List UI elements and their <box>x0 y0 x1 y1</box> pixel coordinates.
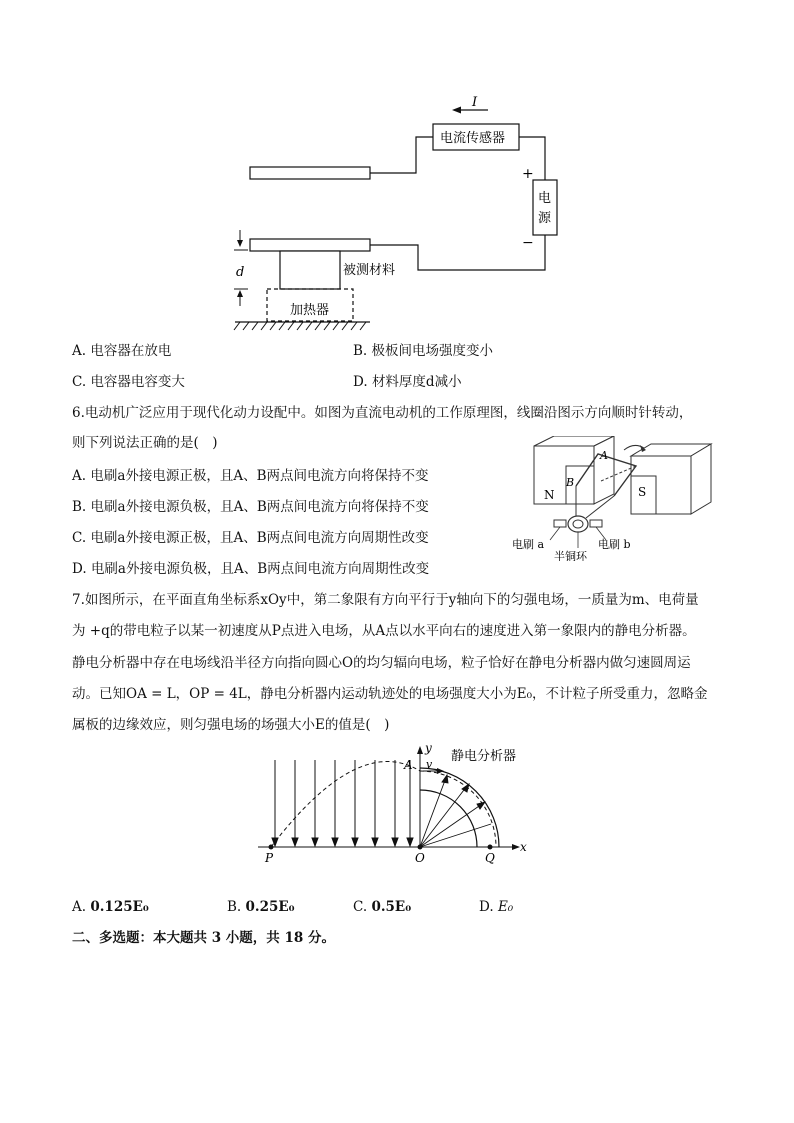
option-text: 电容器在放电 <box>90 343 172 359</box>
material-label: 被测材料 <box>343 263 396 278</box>
brush-a-block <box>554 520 566 527</box>
q5-option-a <box>72 341 171 361</box>
q5-circuit-figure <box>230 90 570 335</box>
half-ring-label: 半铜环 <box>554 550 587 561</box>
q6-option-b <box>72 497 429 517</box>
point-a-label: A <box>600 449 608 462</box>
section-2-heading: 二、多选题：本大题共 3 小题，共 18 分。 <box>72 930 335 946</box>
source-label-2: 源 <box>538 211 552 226</box>
q7-stem-line-5: 属板的边缘效应，则匀强电场的场强大小E的值是( ) <box>72 717 390 733</box>
option-text: 0.5E₀ <box>371 899 412 915</box>
q7-option-d <box>479 897 513 917</box>
option-letter: D. <box>479 899 494 915</box>
point-p-label: P <box>265 851 274 865</box>
d-label: d <box>236 265 245 280</box>
option-letter: B. <box>227 899 242 915</box>
point-o-label: O <box>415 851 425 865</box>
n-pole-label: N <box>544 488 555 502</box>
x-axis-label: x <box>520 840 527 854</box>
option-text: 材料厚度d减小 <box>371 374 462 390</box>
option-letter: A. <box>72 343 87 359</box>
power-source-box <box>533 180 557 235</box>
analyzer-title: 静电分析器 <box>451 749 517 764</box>
heater-label: 加热器 <box>290 303 330 318</box>
q6-stem-line-2: 则下列说法正确的是( ) <box>72 435 218 451</box>
trajectory-parabola <box>271 762 420 848</box>
option-text: 极板间电场强度变小 <box>371 343 494 359</box>
q7-option-b <box>227 897 295 917</box>
top-plate <box>250 167 370 179</box>
option-letter: B. <box>353 343 368 359</box>
half-copper-ring <box>568 516 588 532</box>
q6-option-a <box>72 466 429 486</box>
analyzer-inner-arc <box>420 790 477 847</box>
point-q-label: Q <box>485 851 495 865</box>
option-text: 电刷a外接电源正极，且A、B两点间电流方向周期性改变 <box>90 530 429 546</box>
option-text: 0.25E₀ <box>245 899 295 915</box>
brush-b-label: 电刷 b <box>598 538 631 551</box>
option-text: E₀ <box>497 899 514 915</box>
option-letter: D. <box>72 561 87 577</box>
option-text: 电刷a外接电源负极，且A、B两点间电流方向周期性改变 <box>90 561 430 577</box>
plus-sign: + <box>522 166 534 182</box>
q7-stem-line-1: 7.如图所示，在平面直角坐标系xOy中，第二象限有方向平行于y轴向下的匀强电场，一质量为m、电荷量 <box>72 592 699 608</box>
q6-option-c <box>72 528 429 548</box>
q7-stem-line-2: 为 +q的带电粒子以某一初速度从P点进入电场，从A点以水平向右的速度进入第一象限内的静电分析器。 <box>72 623 696 639</box>
q6-option-d <box>72 559 429 579</box>
option-letter: C. <box>72 530 87 546</box>
brush-a-label: 电刷 a <box>512 538 545 551</box>
q6-stem-line-1: 6.电动机广泛应用于现代化动力设配中。如图为直流电动机的工作原理图，线圈沿图示方向顺时针转动， <box>72 405 693 421</box>
q5-option-d <box>353 372 462 392</box>
q7-option-a <box>72 897 149 917</box>
source-label-1: 电 <box>538 191 552 206</box>
particle-circular-path <box>420 771 496 847</box>
option-letter: A. <box>72 468 87 484</box>
option-text: 电刷a外接电源负极，且A、B两点间电流方向将保持不变 <box>90 499 429 515</box>
q7-analyzer-figure <box>258 738 548 868</box>
q6-motor-figure <box>506 436 726 561</box>
brush-b-block <box>590 520 602 527</box>
option-text: 0.125E₀ <box>90 899 149 915</box>
analyzer-outer-arc <box>420 768 499 847</box>
q7-option-c <box>353 897 411 917</box>
option-letter: C. <box>353 899 368 915</box>
option-text: 电容器电容变大 <box>90 374 185 390</box>
option-text: 电刷a外接电源正极，且A、B两点间电流方向将保持不变 <box>90 468 429 484</box>
y-axis-label: y <box>425 741 432 755</box>
current-label: I <box>472 95 478 110</box>
test-material <box>280 251 340 289</box>
q7-stem-line-4: 动。已知OA = L，OP = 4L，静电分析器内运动轨迹处的电场强度大小为E₀，不计粒子所受重力，忽略金 <box>72 686 708 702</box>
q7-stem-line-3: 静电分析器中存在电场线沿半径方向指向圆心O的均匀辐向电场，粒子恰好在静电分析器内做匀速圆周运 <box>72 655 691 671</box>
q5-option-c <box>72 372 185 392</box>
bottom-plate <box>250 239 370 251</box>
option-letter: B. <box>72 499 87 515</box>
minus-sign: − <box>522 235 534 251</box>
s-pole-label: S <box>638 485 647 499</box>
q5-option-b <box>353 341 493 361</box>
point-a-label: A <box>404 758 413 772</box>
option-letter: C. <box>72 374 87 390</box>
velocity-label: v <box>426 758 433 771</box>
current-sensor-label: 电流传感器 <box>440 131 506 146</box>
point-b-label: B <box>566 476 575 489</box>
option-letter: D. <box>353 374 368 390</box>
option-letter: A. <box>72 899 87 915</box>
